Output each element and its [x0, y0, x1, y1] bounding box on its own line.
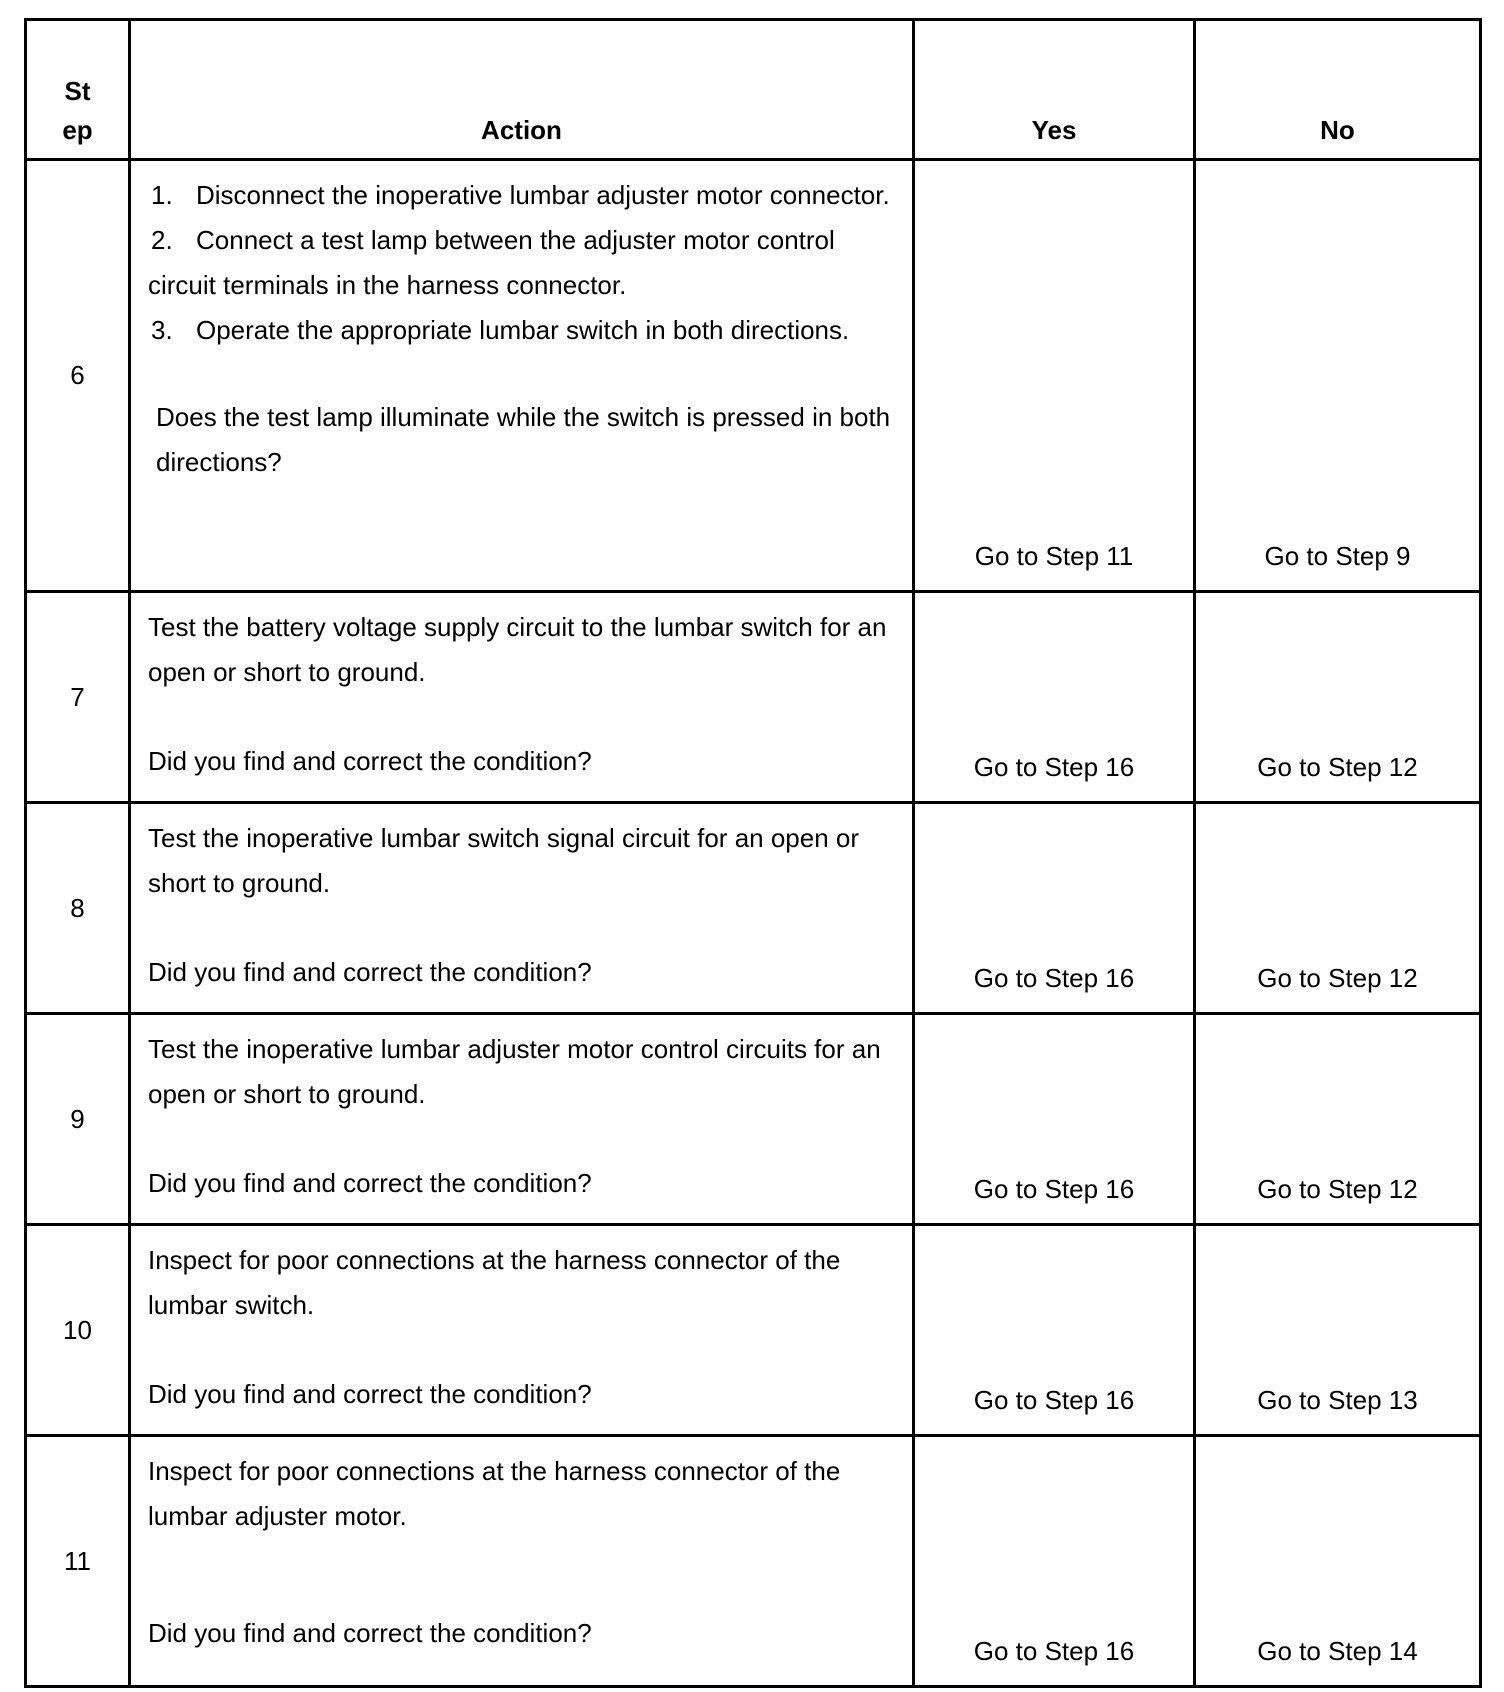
- list-item-text: Disconnect the inoperative lumbar adjuster motor connector.: [196, 180, 890, 210]
- header-no: No: [1195, 20, 1481, 160]
- step-number: 8: [26, 803, 130, 1014]
- list-item-text: Connect a test lamp between the adjuster motor control circuit terminals in the harness connector.: [148, 225, 835, 300]
- action-question: Did you find and correct the condition?: [148, 746, 592, 776]
- header-yes: Yes: [914, 20, 1195, 160]
- step-number: 10: [26, 1225, 130, 1436]
- no-result: Go to Step 12: [1195, 803, 1481, 1014]
- action-text: Inspect for poor connections at the harness connector of the lumbar adjuster motor.: [148, 1456, 841, 1531]
- no-result: Go to Step 12: [1195, 592, 1481, 803]
- yes-result: Go to Step 16: [914, 592, 1195, 803]
- table-row: [26, 592, 1481, 803]
- action-cell: [130, 803, 914, 1014]
- table-row: [26, 803, 1481, 1014]
- yes-result: Go to Step 16: [914, 803, 1195, 1014]
- action-cell: [130, 1225, 914, 1436]
- list-item: [148, 218, 892, 308]
- table-row: [26, 1014, 1481, 1225]
- table-row: [26, 160, 1481, 592]
- list-item-number: 1.: [151, 180, 173, 210]
- action-cell: [130, 1436, 914, 1687]
- action-text: Test the inoperative lumbar switch signal circuit for an open or short to ground.: [148, 823, 860, 898]
- action-question: Did you find and correct the condition?: [148, 1379, 592, 1409]
- action-text: Test the inoperative lumbar adjuster motor control circuits for an open or short to ground.: [148, 1034, 881, 1109]
- list-item-number: 3.: [151, 315, 173, 345]
- action-question: Did you find and correct the condition?: [148, 957, 592, 987]
- action-question: Does the test lamp illuminate while the switch is pressed in both directions?: [156, 402, 891, 477]
- list-item: [148, 308, 892, 353]
- list-item-number: 2.: [151, 225, 173, 255]
- step-number: 11: [26, 1436, 130, 1687]
- table-row: [26, 1225, 1481, 1436]
- step-number: 7: [26, 592, 130, 803]
- header-step: St ep: [26, 20, 130, 160]
- list-item-text: Operate the appropriate lumbar switch in both directions.: [196, 315, 850, 345]
- table-row: [26, 1436, 1481, 1687]
- action-cell: [130, 160, 914, 592]
- step-number: 9: [26, 1014, 130, 1225]
- action-text: Test the battery voltage supply circuit to the lumbar switch for an open or short to ground.: [148, 612, 887, 687]
- yes-result: Go to Step 11: [914, 160, 1195, 592]
- no-result: Go to Step 14: [1195, 1436, 1481, 1687]
- action-question: Did you find and correct the condition?: [148, 1168, 592, 1198]
- no-result: Go to Step 13: [1195, 1225, 1481, 1436]
- yes-result: Go to Step 16: [914, 1014, 1195, 1225]
- header-action: Action: [130, 20, 914, 160]
- no-result: Go to Step 9: [1195, 160, 1481, 592]
- diagnostic-steps-table: [24, 18, 1482, 1688]
- action-question: Did you find and correct the condition?: [148, 1618, 592, 1648]
- action-text: Inspect for poor connections at the harness connector of the lumbar switch.: [148, 1245, 841, 1320]
- action-cell: [130, 592, 914, 803]
- yes-result: Go to Step 16: [914, 1436, 1195, 1687]
- action-cell: [130, 1014, 914, 1225]
- step-number: 6: [26, 160, 130, 592]
- yes-result: Go to Step 16: [914, 1225, 1195, 1436]
- list-item: [148, 173, 892, 218]
- table-header-row: [26, 20, 1481, 160]
- no-result: Go to Step 12: [1195, 1014, 1481, 1225]
